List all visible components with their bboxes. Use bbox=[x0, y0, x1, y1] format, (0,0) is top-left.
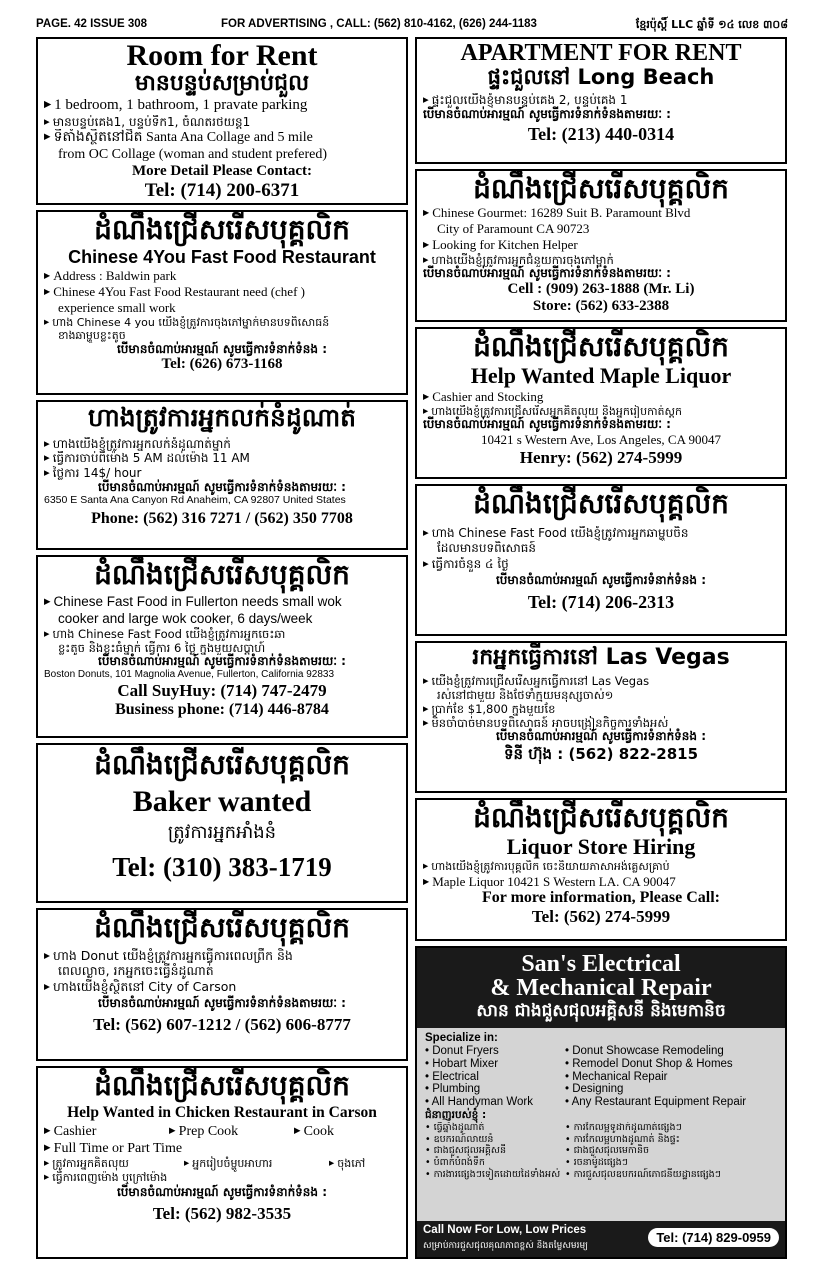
page-issue: PAGE. 42 ISSUE 308 bbox=[36, 18, 148, 30]
ad-title: Chinese 4You Fast Food Restaurant bbox=[68, 247, 376, 268]
ad-contact: បើមានចំណាប់អារម្មណ៍ សូមធ្វើការទំនាក់ទំនងតាមរយៈ : bbox=[98, 479, 346, 494]
ad-phone: Tel: (562) 274-5999 bbox=[531, 907, 671, 927]
ad-title-kh: សាន ជាងជួសជុលអគ្គិសនី និងមេកានិច bbox=[476, 1001, 726, 1021]
spec-item-kh: • ការងារផ្សេងៗទៀតដោយដៃទាំងអស់ bbox=[425, 1168, 561, 1180]
ad-address: 6350 E Santa Ana Canyon Rd Anaheim, CA 92807 United States bbox=[44, 494, 346, 507]
ad-jobs-heading: ដំណឹងជ្រើសរើសបុគ្គលិក bbox=[473, 801, 729, 834]
ad-jobs-heading: ដំណឹងជ្រើសរើសបុគ្គលិក bbox=[94, 558, 350, 591]
ad-title-kh: មានបន្ទប់សម្រាប់ជួល bbox=[134, 71, 310, 96]
spec-item: • Designing bbox=[565, 1083, 624, 1096]
ad-donut-carson bbox=[36, 908, 408, 1061]
spec-item-kh: • ការកែលម្អទូដាក់ដូណាត់ផ្សេងៗ bbox=[565, 1122, 682, 1134]
position-prep-cook: ▶ Prep Cook bbox=[169, 1124, 294, 1140]
ad-title: Room for Rent bbox=[126, 39, 318, 72]
ad-contact: បើមានចំណាប់អារម្មណ៍ សូមធ្វើការទំនាក់ទំនងតាមរយៈ : bbox=[423, 106, 671, 121]
ad-title: Help Wanted Maple Liquor bbox=[470, 363, 732, 389]
ad-phone: ទិនី ហ៊ុង : (562) 822-2815 bbox=[503, 745, 699, 764]
ad-title-kh: រកអ្នកធ្វើការនៅ Las Vegas bbox=[472, 645, 730, 670]
ad-line: ពេលល្ងាច, រកអ្នកចេះធ្វើនំដូណាត់ bbox=[58, 963, 214, 979]
ad-line: ▶ Chinese Gourmet: 16289 Suit B. Paramount Blvd bbox=[423, 205, 779, 221]
spec-item: • Electrical bbox=[425, 1070, 479, 1083]
ad-liquor-store-hiring bbox=[415, 798, 787, 941]
ad-apartment-for-rent bbox=[415, 37, 787, 164]
ad-jobs-heading: ដំណឹងជ្រើសរើសបុគ្គលិក bbox=[94, 911, 350, 944]
ad-call-now-kh: សម្រាប់ការជួសជុលគុណភាពខ្ពស់ និងតម្លៃសមរម្យ bbox=[423, 1241, 588, 1251]
ad-line: ▶ Cashier and Stocking bbox=[423, 389, 779, 405]
ad-line: For more information, Please Call: bbox=[481, 889, 721, 907]
ad-contact: បើមានចំណាប់អារម្មណ៍ សូមធ្វើការទំនាក់ទំនងតាមរយៈ : bbox=[423, 265, 671, 280]
spec-item-kh: • ការជួសជុលឧបករណ៍ភោជនីយដ្ឋានផ្សេងៗ bbox=[565, 1168, 721, 1180]
ad-title: San's Electrical bbox=[521, 951, 681, 977]
advertising-contact: FOR ADVERTISING , CALL: (562) 810-4162, (626) 244-1183 bbox=[221, 18, 537, 30]
ad-title: Liquor Store Hiring bbox=[506, 834, 696, 860]
ad-line: ▶ យើងខ្ញុំត្រូវការជ្រើសរើសអ្នកធ្វើការនៅ Las Vegas bbox=[423, 674, 779, 688]
ad-title: APARTMENT FOR RENT bbox=[460, 40, 742, 66]
ad-chinese-gourmet bbox=[415, 169, 787, 322]
ad-line: ▶ 1 bedroom, 1 bathroom, 1 pravate parking bbox=[44, 96, 400, 114]
ad-line: ▶ ផ្ទះជួលយើងខ្ញុំមានបន្ទប់គេង 2, បន្ទប់គេង 1 bbox=[423, 93, 779, 108]
spec-item-kh: • ការកែលម្អហាងដូណាត់ និងផ្ទះ bbox=[565, 1133, 680, 1145]
ad-baker-wanted bbox=[36, 743, 408, 903]
ad-jobs-heading: ដំណឹងជ្រើសរើសបុគ្គលិក bbox=[473, 172, 729, 205]
ad-positions bbox=[44, 1124, 400, 1140]
spec-item: • Mechanical Repair bbox=[565, 1070, 668, 1083]
ad-phone: Tel: (714) 206-2313 bbox=[527, 591, 675, 612]
ad-phone: Tel: (562) 607-1212 / (562) 606-8777 bbox=[93, 1014, 351, 1034]
ad-line: from OC Collage (woman and student prefered) bbox=[58, 147, 328, 163]
ad-line: ▶ មិនចាំបាច់មានបទពិសោធន៍ អាចបង្រៀនកិច្ចការទាំងអស់ bbox=[423, 716, 779, 730]
ad-call-now: Call Now For Low, Low Prices bbox=[423, 1224, 587, 1236]
ad-line: ▶ ទីតាំងស្ថិតនៅជិត Santa Ana Collage and 5 mile bbox=[44, 129, 400, 146]
ad-contact: បើមានចំណាប់អារម្មណ៍ សូមធ្វើការទំនាក់ទំនង : bbox=[116, 341, 328, 356]
spec-item: • Any Restaurant Equipment Repair bbox=[565, 1096, 747, 1109]
ad-line: ▶ Chinese 4You Fast Food Restaurant need (chef ) bbox=[44, 284, 400, 300]
ad-sans-electrical bbox=[415, 946, 787, 1259]
ad-phone: Henry: (562) 274-5999 bbox=[519, 448, 683, 468]
ad-line: ▶ Address : Baldwin park bbox=[44, 268, 400, 284]
specialize-label: Specialize in: bbox=[425, 1031, 498, 1044]
ad-contact: បើមានចំណាប់អារម្មណ៍ សូមធ្វើការទំនាក់ទំនង : bbox=[495, 573, 707, 588]
ad-maple-liquor bbox=[415, 327, 787, 479]
ad-room-for-rent bbox=[36, 37, 408, 205]
ad-line: ▶ ហាងយើងខ្ញុំត្រូវការជ្រើសរើសអ្នកគិតលុយ និងអ្នករៀបកាត់ស្តុក bbox=[423, 405, 779, 418]
ad-line: ▶ Full Time or Part Time bbox=[44, 1140, 400, 1157]
ad-positions-kh bbox=[44, 1157, 400, 1171]
ad-contact: បើមានចំណាប់អារម្មណ៍ សូមធ្វើការទំនាក់ទំនង : bbox=[495, 729, 707, 744]
ad-line: ▶ ហាងយើងខ្ញុំត្រូវការអ្នកជំនួយការចុងភៅម្នាក់ bbox=[423, 253, 779, 267]
ad-phone: Phone: (562) 316 7271 / (562) 350 7708 bbox=[91, 510, 353, 528]
spec-item-kh: • ជាងជួសជុលមេកានិច bbox=[565, 1145, 650, 1157]
ad-line: ▶ ធ្វើការពេញម៉ោង ឬក្រៅម៉ោង bbox=[44, 1171, 400, 1184]
ad-line: ▶ ហាងយើងខ្ញុំត្រូវការបុគ្គលិក ចេះនិយាយភាសាអង់គ្លេសគ្រាប់ bbox=[423, 860, 779, 873]
spec-item: • Donut Fryers bbox=[425, 1044, 499, 1057]
ad-title: Baker wanted bbox=[132, 785, 312, 819]
ad-line: ដែលមានបទពិសោធន៍ bbox=[437, 540, 537, 555]
ad-donut-seller bbox=[36, 400, 408, 550]
ad-line: ខាងឆាម្ហូបខ្លះតូច bbox=[58, 329, 126, 343]
ad-phone: Tel: (714) 829-0959 bbox=[648, 1228, 779, 1247]
ad-line: experience small work bbox=[58, 299, 176, 315]
ad-line: ▶ មានបន្ទប់គេង1, បន្ទប់ទឹក1, ចំណតរថយន្ត1 bbox=[44, 115, 400, 130]
ad-banner bbox=[417, 948, 785, 1028]
ad-line: ▶ ហាង Chinese 4 you យើងខ្ញុំត្រូវការចុងភៅម្នាក់មានបទពិសោធន៍ bbox=[44, 316, 400, 329]
ad-line: ▶ ធ្វើការចាប់ពីម៉ោង 5 AM ដល់ម៉ោង 11 AM bbox=[44, 451, 400, 466]
position-cook-kh: ▶ ចុងភៅ bbox=[329, 1157, 365, 1171]
ad-phone: Tel: (626) 673-1168 bbox=[161, 356, 283, 373]
ad-line: ▶ ហាង Chinese Fast Food យើងខ្ញុំត្រូវការអ្នកចេះឆា bbox=[44, 627, 400, 641]
ad-phone: Call SuyHuy: (714) 747-2479 bbox=[117, 681, 327, 701]
ad-chicken-carson bbox=[36, 1066, 408, 1259]
page-header bbox=[36, 14, 788, 34]
ad-phone: Tel: (714) 200-6371 bbox=[144, 180, 300, 202]
ad-contact: បើមានចំណាប់អារម្មណ៍ សូមធ្វើការទំនាក់ទំនងតាមរយៈ : bbox=[98, 995, 346, 1010]
ad-title-kh: ត្រូវការអ្នកអាំងនំ bbox=[167, 822, 277, 844]
spec-item-kh: • ជាងជួសជុលអគ្គិសនី bbox=[425, 1145, 506, 1157]
ad-line: ▶ ប្រាក់ខែ $1,800 ក្នុងមួយខែ bbox=[423, 702, 779, 716]
ad-contact: បើមានចំណាប់អារម្មណ៍ សូមធ្វើការទំនាក់ទំនងតាមរយៈ : bbox=[98, 654, 346, 669]
ad-line: ▶ ថ្លៃការ 14$/ hour bbox=[44, 466, 400, 481]
ad-las-vegas bbox=[415, 641, 787, 793]
ad-jobs-heading: ដំណឹងជ្រើសរើសបុគ្គលិក bbox=[94, 213, 350, 246]
spec-item: • Donut Showcase Remodeling bbox=[565, 1044, 724, 1057]
spec-item: • Hobart Mixer bbox=[425, 1057, 499, 1070]
spec-item: • All Handyman Work bbox=[425, 1096, 533, 1109]
position-cook: ▶ Cook bbox=[294, 1124, 334, 1140]
publication-brand: ខ្មែរប៉ុស្តិ៍ LLC ឆ្នាំទី ១៤ លេខ ៣០៨ bbox=[635, 18, 788, 31]
ad-specialties bbox=[417, 1028, 785, 1185]
ad-phone: Business phone: (714) 446-8784 bbox=[115, 701, 329, 719]
ad-jobs-heading: ដំណឹងជ្រើសរើសបុគ្គលិក bbox=[94, 748, 350, 781]
ad-line: ▶ Maple Liquor 10421 S Western LA. CA 90047 bbox=[423, 874, 779, 890]
spec-item: • Plumbing bbox=[425, 1083, 481, 1096]
ad-contact: បើមានចំណាប់អារម្មណ៍ សូមធ្វើការទំនាក់ទំនងតាមរយៈ : bbox=[423, 417, 671, 432]
ad-fullerton bbox=[36, 555, 408, 738]
ad-jobs-heading: ដំណឹងជ្រើសរើសបុគ្គលិក bbox=[473, 487, 729, 520]
ad-phone: Tel: (310) 383-1719 bbox=[112, 851, 332, 882]
ad-chinese-4you bbox=[36, 210, 408, 395]
ad-jobs-heading: ដំណឹងជ្រើសរើសបុគ្គលិក bbox=[473, 330, 729, 363]
ad-line: ▶ ហាង Donut យើងខ្ញុំត្រូវការអ្នកធ្វើការពេលព្រឹក និង bbox=[44, 948, 400, 963]
ad-line: ▶ Looking for Kitchen Helper bbox=[423, 237, 779, 253]
ad-line: ▶ ហាង Chinese Fast Food យើងខ្ញុំត្រូវការអ្នកឆាម្ហូបចិន bbox=[423, 526, 779, 541]
ad-line: ខ្លះតូច និងខ្លះធំម្នាក់ ធ្វើការ 6 ថ្ងៃ ក្នុងមួយសប្តាហ៍ bbox=[58, 641, 266, 656]
ad-line: More Detail Please Contact: bbox=[131, 163, 313, 180]
ad-line: cooker and large wok cooker, 6 days/week bbox=[58, 610, 313, 626]
ad-line: ▶ Chinese Fast Food in Fullerton needs small wok bbox=[44, 594, 400, 610]
spec-item-kh: • ធ្វើឆ្នាំងដូណាត់ bbox=[425, 1122, 485, 1134]
ad-address: Boston Donuts, 101 Magnolia Avenue, Fullerton, California 92833 bbox=[44, 668, 335, 680]
ad-line: ▶ ហាងយើងខ្ញុំត្រូវការអ្នកលក់នំដូណាត់ម្នាក់ bbox=[44, 437, 400, 452]
ad-phone: Tel: (562) 982-3535 bbox=[152, 1204, 292, 1224]
spec-item-kh: • ឧបករណ៍លាយនំ bbox=[425, 1133, 494, 1145]
ad-address: 10421 s Western Ave, Los Angeles, CA 90047 bbox=[480, 432, 722, 448]
ad-line: ▶ ធ្វើការចំនួន ៤ ថ្ងៃ bbox=[423, 557, 779, 572]
ad-phone-cell: Cell : (909) 263-1888 (Mr. Li) bbox=[507, 280, 695, 297]
ad-title: Help Wanted in Chicken Restaurant in Carson bbox=[67, 1104, 377, 1122]
position-cashier-kh: ▶ ត្រូវការអ្នកគិតលុយ bbox=[44, 1157, 184, 1171]
ad-line: ▶ ហាងយើងខ្ញុំស្ថិតនៅ City of Carson bbox=[44, 979, 400, 994]
ad-title-kh: ផ្ទះជួលនៅ Long Beach bbox=[487, 65, 715, 89]
specialize-label-kh: ជំនាញរបស់ខ្ញុំ : bbox=[425, 1109, 487, 1122]
position-prep-cook-kh: ▶ អ្នករៀបចំម្ហូបអាហារ bbox=[184, 1157, 329, 1171]
ad-chinese-fast-food bbox=[415, 484, 787, 636]
ad-line: រស់នៅជាមួយ និងថែទាំក្មួយមនុស្សចាស់១ bbox=[437, 688, 614, 703]
ad-phone-store: Store: (562) 633-2388 bbox=[532, 297, 670, 314]
ad-phone: Tel: (213) 440-0314 bbox=[527, 123, 675, 144]
spec-item-kh: • បំពាក់បំពង់ទឹក bbox=[425, 1157, 485, 1169]
spec-item: • Remodel Donut Shop & Homes bbox=[565, 1057, 733, 1070]
position-cashier: ▶ Cashier bbox=[44, 1124, 169, 1140]
ad-contact: បើមានចំណាប់អារម្មណ៍ សូមធ្វើការទំនាក់ទំនង : bbox=[116, 1185, 328, 1200]
spec-item-kh: • រចនាម៉ូដផ្សេងៗ bbox=[565, 1157, 628, 1169]
ad-footer bbox=[417, 1221, 785, 1257]
ad-line: City of Paramount CA 90723 bbox=[437, 221, 590, 237]
ad-title: & Mechanical Repair bbox=[490, 975, 712, 1001]
ad-jobs-heading: ដំណឹងជ្រើសរើសបុគ្គលិក bbox=[94, 1069, 350, 1102]
ad-title-kh: ហាងត្រូវការអ្នកលក់នំដូណាត់ bbox=[87, 403, 357, 432]
